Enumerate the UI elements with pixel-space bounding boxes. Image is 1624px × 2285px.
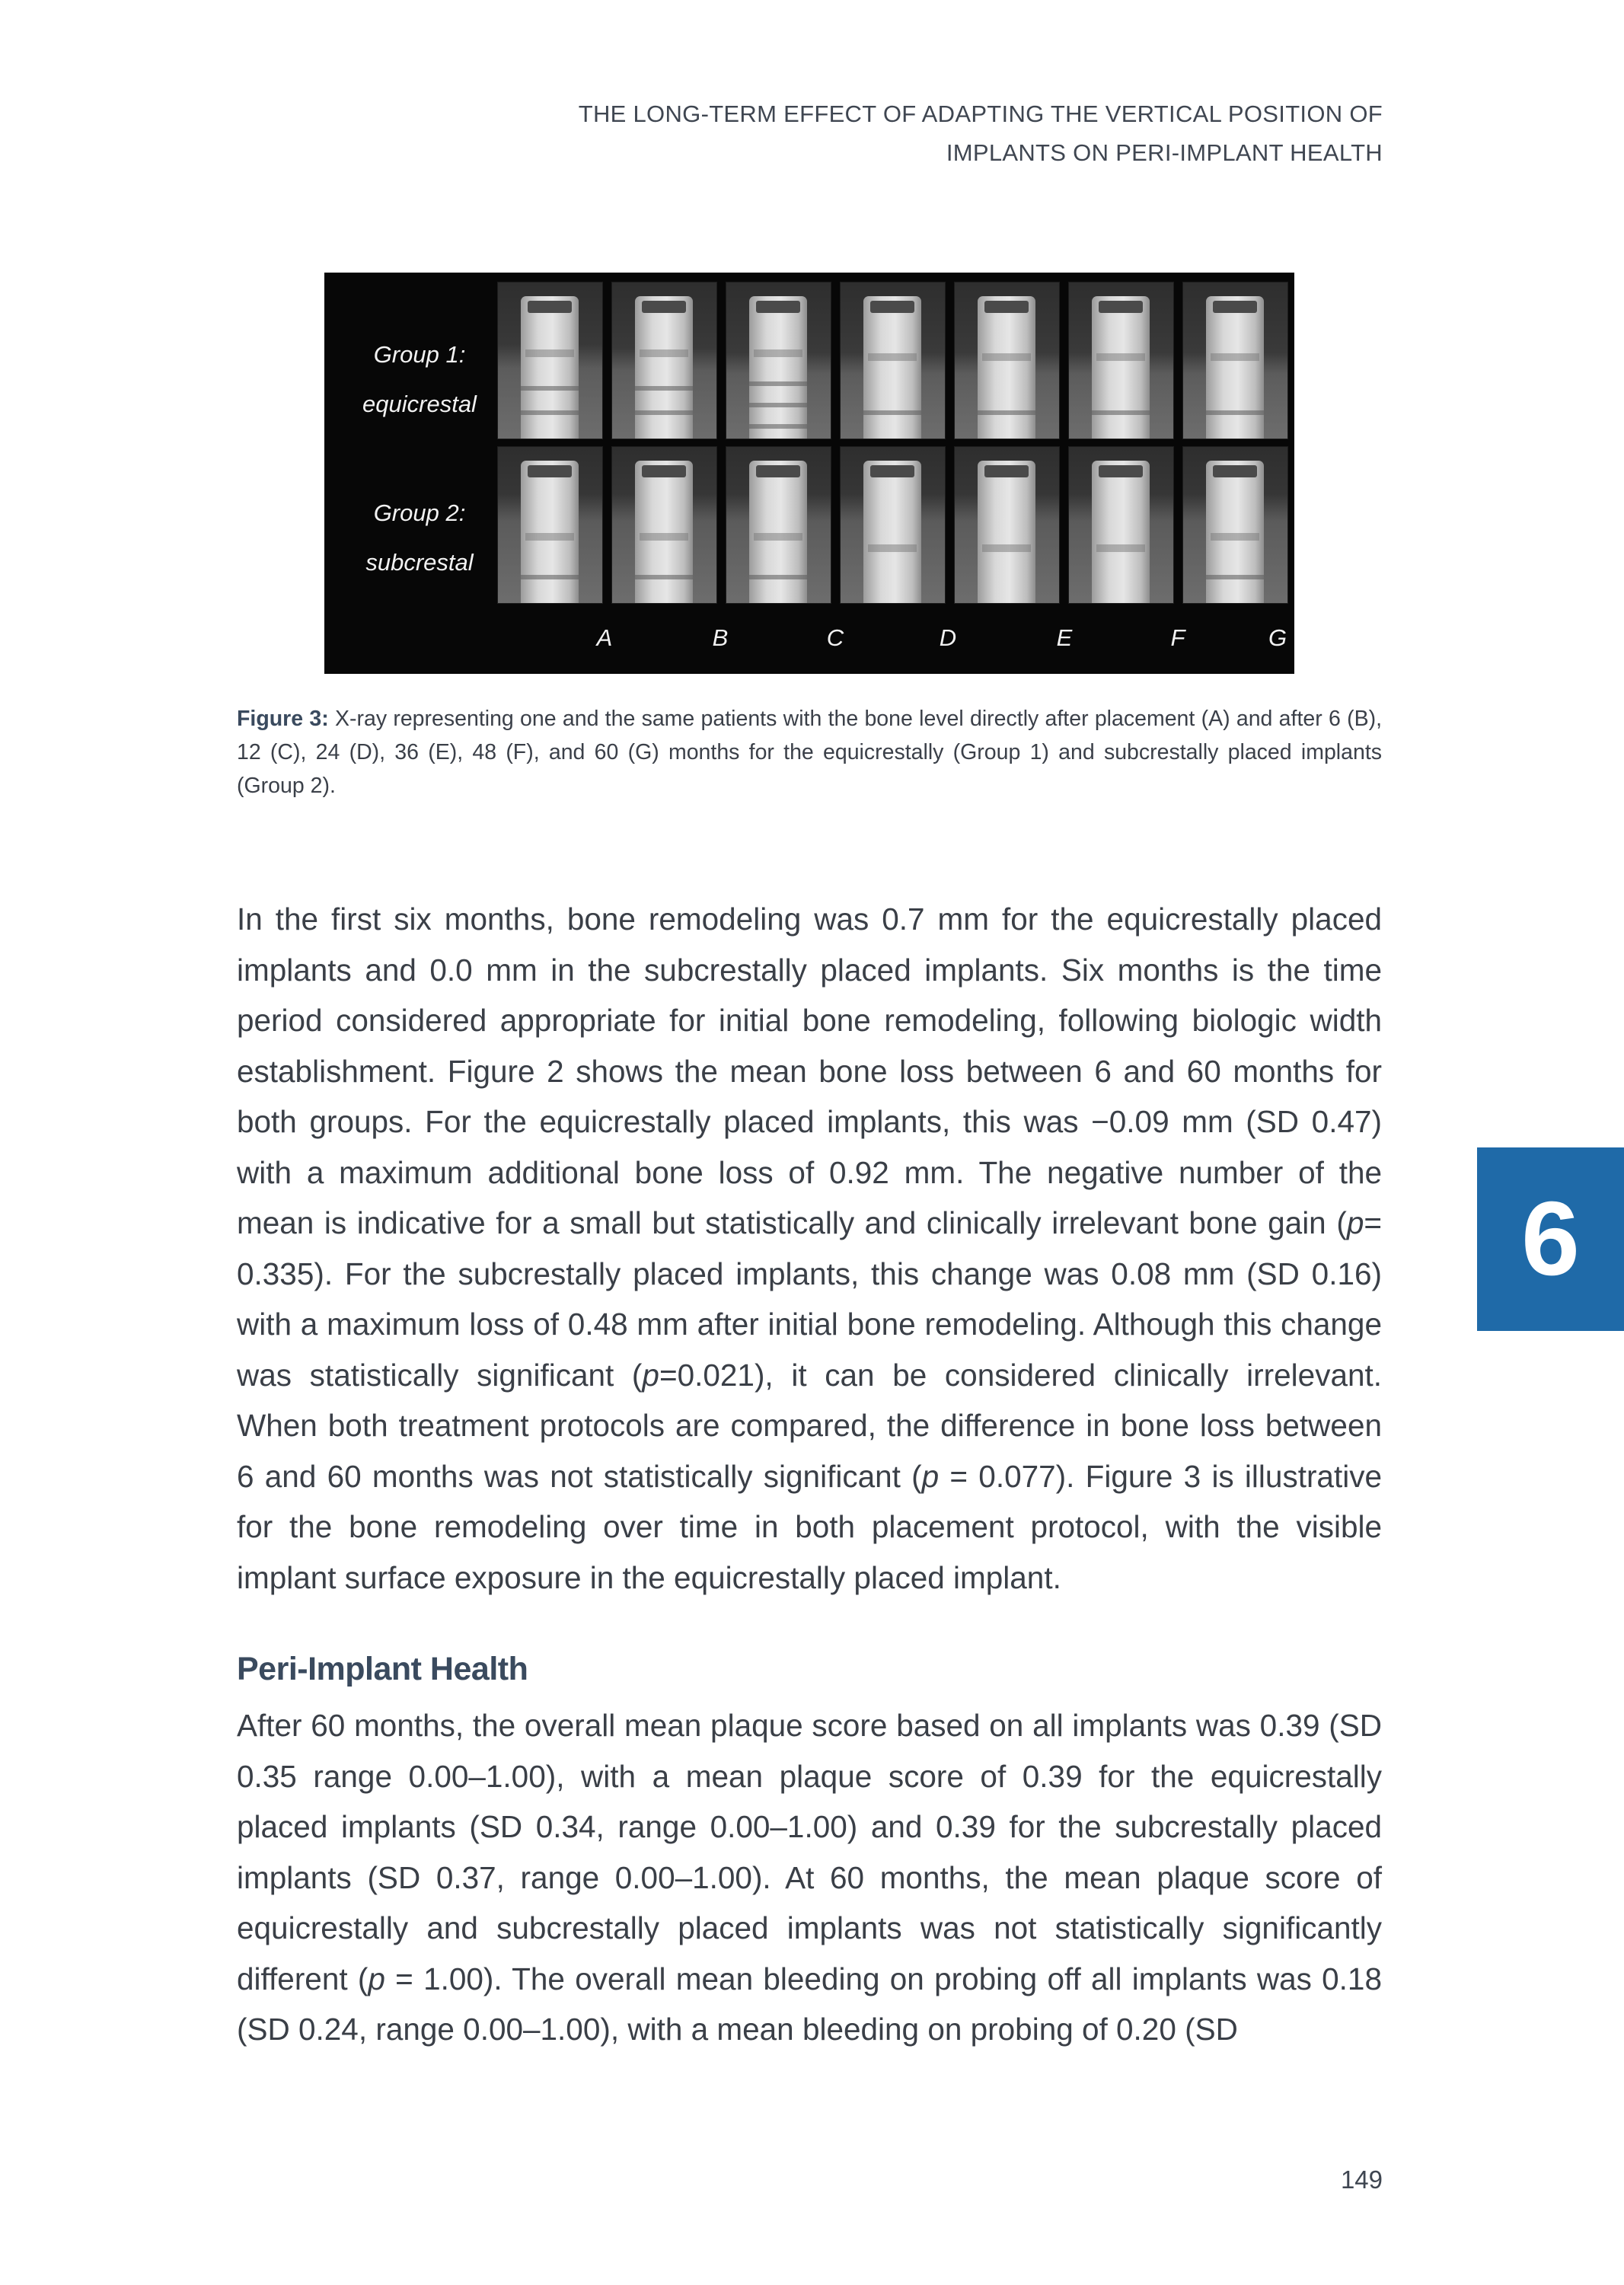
running-head-line-1: THE LONG-TERM EFFECT OF ADAPTING THE VERTICAL POSITION OF: [578, 101, 1383, 127]
figure-caption-text: X-ray representing one and the same patients with the bone level directly after placement (A) and after 6 (B), 12 (C), 24 (D), 36 (E), 48 (F), and 60 (G) months for the equicrestally (Group 1) and subcrestally placed implants (Group 2).: [237, 707, 1382, 798]
paragraph-1-text-4: = 0.077). Figure 3 is illustrative for the bone remodeling over time in both placement protocol, with the visible implant surface exposure in the equicrestally placed implant.: [237, 1458, 1382, 1595]
column-label-a: A: [596, 624, 613, 651]
p-value-symbol: p: [1346, 1205, 1364, 1240]
group1-label-line2: equicrestal: [362, 391, 477, 417]
paragraph-2-text-1: After 60 months, the overall mean plaque score based on all implants was 0.39 (SD 0.35 range 0.00–1.00), with a mean plaque score of 0.39 for the equicrestally placed implants (SD 0.34, range 0.00–1.00) and 0.39 for the subcrestally placed implants (SD 0.37, range 0.00–1.00). At 60 months, the mean plaque score of equicrestally and subcrestally placed implants was not statistically significantly different (: [237, 1708, 1382, 1996]
column-label-b: B: [712, 624, 729, 651]
xray-tile-g2-a: [497, 446, 603, 604]
paragraph-1-text-3: =0.021), it can be considered clinically irrelevant. When both treatment protocols are compared, the difference in bone loss between 6 and 60 months was not statistically significant (: [237, 1357, 1383, 1494]
xray-tile-g1-b: [611, 282, 717, 439]
paragraph-1-text-2: = 0.335). For the subcrestally placed implants, this change was 0.08 mm (SD 0.16) with a maximum loss of 0.48 mm after initial bone remodeling. Although this change was statistically significant (: [237, 1205, 1382, 1393]
section-heading: Peri-Implant Health: [237, 1651, 528, 1687]
body-paragraph-2: [237, 1700, 1382, 2055]
p-value-symbol: p: [642, 1357, 659, 1393]
xray-tile-g2-b: [611, 446, 717, 604]
p-value-symbol: p: [368, 1961, 385, 1996]
running-head: [393, 94, 1383, 172]
group1-label-line1: Group 1:: [373, 341, 466, 368]
xray-tile-g2-c: [726, 446, 831, 604]
p-value-symbol: p: [921, 1458, 940, 1494]
column-label-g: G: [1268, 624, 1287, 651]
xray-tile-g1-c: [726, 282, 831, 439]
xray-tile-g1-e: [954, 282, 1060, 439]
column-label-d: D: [939, 624, 957, 651]
xray-tile-g2-f: [1068, 446, 1174, 604]
xray-tile-g1-f: [1068, 282, 1174, 439]
chapter-tab: 6: [1477, 1147, 1624, 1331]
xray-tile-g2-g: [1182, 446, 1288, 604]
figure-caption-label: Figure 3:: [237, 707, 329, 731]
xray-figure: [324, 273, 1294, 674]
page-number: 149: [1340, 2165, 1383, 2194]
xray-tile-g1-d: [840, 282, 946, 439]
group2-label-line1: Group 2:: [373, 499, 466, 526]
xray-tile-g1-a: [497, 282, 603, 439]
group2-label-line2: subcrestal: [365, 549, 474, 576]
column-label-e: E: [1056, 624, 1073, 651]
column-label-f: F: [1170, 624, 1185, 651]
body-paragraph-1: [237, 894, 1382, 1603]
figure-caption: [237, 702, 1382, 803]
column-label-c: C: [826, 624, 844, 651]
xray-tile-g1-g: [1182, 282, 1288, 439]
running-head-line-2: IMPLANTS ON PERI-IMPLANT HEALTH: [946, 139, 1383, 166]
paragraph-1-text-1: In the first six months, bone remodeling was 0.7 mm for the equicrestally placed implants and 0.0 mm in the subcrestally placed implants. Six months is the time period considered appropriate for initial bone remodeling, following biologic width establishment. Figure 2 shows the mean bone loss between 6 and 60 months for both groups. For the equicrestally placed implants, this was −0.09 mm (SD 0.47) with a maximum additional bone loss of 0.92 mm. The negative number of the mean is indicative for a small but statistically and clinically irrelevant bone gain (: [237, 902, 1382, 1240]
xray-tile-g2-e: [954, 446, 1060, 604]
paragraph-2-text-2: = 1.00). The overall mean bleeding on probing off all implants was 0.18 (SD 0.24, range 0.00–1.00), with a mean bleeding on probing of 0.20 (SD: [237, 1961, 1382, 2047]
xray-tile-g2-d: [840, 446, 946, 604]
